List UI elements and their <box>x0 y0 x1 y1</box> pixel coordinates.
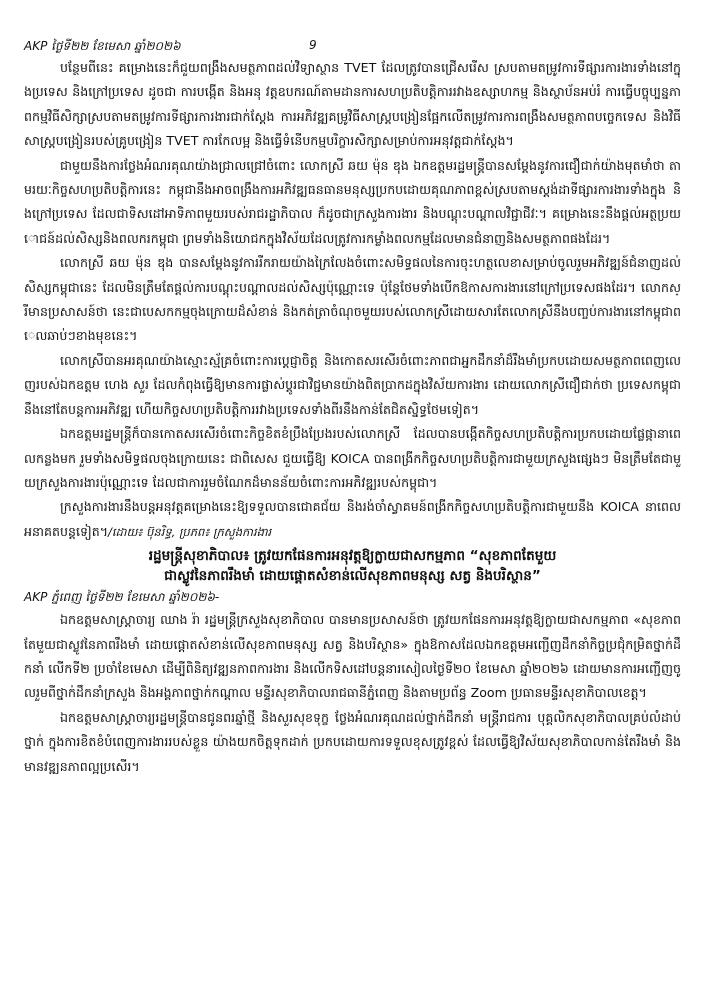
article1-paragraph-4: លោកស្រីបានអរគុណយ៉ាងស្មោះស្ម័គ្រចំពោះការប្ដេជ្ញាចិត្ត និងកោតសរសើរចំពោះភាពជាអ្នកដឹកនាំដ៏រឹងមាំប្រកបដោយសមត្ថភាពពេញលេញរបស់ឯកឧត្តម ហេង សួរ ដែលកំពុងធ្វើឱ្យមានការផ្លាស់ប្ដូរជាវិជ្ជមានយ៉ាងពិតប្រាកដក្នុងវិស័យការងារ ដោយលោកស្រីជឿជាក់ថា ប្រទេសកម្ពុជានឹងនៅតែបន្តការអភិវឌ្ឍ ហើយកិច្ចសហប្រតិបត្តិការរវាងប្រទេសទាំងពីរនឹងកាន់តែជិតស្និទ្ធថែមទៀត។ <box>24 352 681 417</box>
article1-paragraph-3: លោកស្រី ឆយ ម៉ុន ឌុង បានសម្ដែងនូវការរីករាយយ៉ាងក្រៃលែងចំពោះសមិទ្ធផលនៃការចុះហត្ថលេខាសម្រាប់ចូលរួមអភិវឌ្ឍន៍ជំនាញដល់សិស្សកម្ពុជានេះ ដែលមិនត្រឹមតែផ្ដល់ការបណ្ដុះបណ្ដាលដល់សិស្សប៉ុណ្ណោះទេ ប៉ុន្តែថែមទាំងបើកឱកាសការងារនៅក្រៅប្រទេសផងដែរ។ លោកស្រីមានប្រសាសន៍ថា នេះជាបេសកកម្មចុងក្រោយដ៏សំខាន់ និងកត់ត្រាចំណុចមួយរបស់លោកស្រីដោយសារតែលោកស្រីនឹងបញ្ចប់ការងារនៅកម្ពុជាពេលឆាប់ៗខាងមុខនេះ។ <box>24 255 681 344</box>
header-source-date: AKP ថ្ងៃទី២២ ខែមេសា ឆ្នាំ២០២៦ <box>24 39 181 53</box>
article2-headline-line-1: រដ្ឋមន្ត្រីសុខាភិបាល៖ ត្រូវយកផែនការអនុវត្តឱ្យក្លាយជាសកម្មភាព “សុខភាពតែមួយ <box>148 548 557 565</box>
article-health-one-health <box>24 546 681 779</box>
article2-headline <box>24 546 681 586</box>
article1-paragraph-final <box>24 495 681 544</box>
article1-paragraph-5: ឯកឧត្តមរដ្ឋមន្ត្រីក៏បានកោតសរសើរចំពោះកិច្ចខិតខំប្រឹងប្រែងរបស់លោកស្រី ដែលបានបង្កើតកិច្ចសហប្រតិបត្តិការប្រកបដោយផ្លែផ្កានាពេលកន្លងមក រួមទាំងសមិទ្ធផលចុងក្រោយនេះ ជាពិសេស ជួយធ្វើឱ្យ KOICA បានពង្រីកកិច្ចសហប្រតិបត្តិការជាមួយក្រសួងផ្សេងៗ មិនត្រឹមតែជាមួយក្រសួងការងារប៉ុណ្ណោះទេ ដែលជាការរួមចំណែកដ៏មានន័យចំពោះការអភិវឌ្ឍរបស់កម្ពុជា។ <box>24 426 681 490</box>
article2-paragraph-1: ឯកឧត្តមសាស្ត្រាចារ្យ ឈាង រ៉ា រដ្ឋមន្ត្រីក្រសួងសុខាភិបាល បានមានប្រសាសន៍ថា ត្រូវយកផែនការអនុវត្តឱ្យក្លាយជាសកម្មភាព «សុខភាពតែមួយជាស្លូវនៃភាពរឹងមាំ ដោយផ្ដោតសំខាន់លើសុខភាពមនុស្ស សត្វ និងបរិស្ថាន» ក្នុងឱកាសដែលឯកឧត្តមអញ្ជើញដឹកនាំកិច្ចប្រជុំកម្រិតថ្នាក់ដឹកនាំ លើកទី២ ប្រចាំខែមេសា ដើម្បីពិនិត្យវឌ្ឍនភាពការងារ និងលើកទិសដៅបន្តនារសៀលថ្ងៃទី២០ ខែមេសា ឆ្នាំ២០២៦ ដោយមានការអញ្ជើញចូលរួមពីថ្នាក់ដឹកនាំក្រសួង និងអង្គភាពថ្នាក់កណ្ដាល មន្ទីរសុខាភិបាលរាជធានីភ្នំពេញ និងតាមប្រព័ន្ធ Zoom ប្រធានមន្ទីរសុខាភិបាលខេត្ត។ <box>24 612 681 701</box>
article2-paragraph-2: ឯកឧត្តមសាស្ត្រាចារ្យរដ្ឋមន្ត្រីបានជូនពរឆ្នាំថ្មី និងសួរសុខទុក្ខ ថ្លែងអំណរគុណដល់ថ្នាក់ដឹកនាំ មន្ត្រីរាជការ បុគ្គលិកសុខាភិបាលគ្រប់លំដាប់ថ្នាក់ ក្នុងការខិតខំបំពេញការងាររបស់ខ្លួន យ៉ាងយកចិត្តទុកដាក់ ប្រកបដោយការទទួលខុសត្រូវខ្ពស់ ដែលធ្វើឱ្យវិស័យសុខាភិបាលកាន់តែរឹងមាំ និងមានវឌ្ឍនភាពល្អប្រសើរ។ <box>24 709 681 774</box>
article-labour-koica <box>24 56 681 544</box>
page-header <box>24 38 681 56</box>
article2-headline-line-2: ជាស្លូវនៃភាពរឹងមាំ ដោយផ្ដោតសំខាន់លើសុខភាពមនុស្ស សត្វ និងបរិស្ថាន” <box>164 568 541 585</box>
article1-byline: /ដោយ៖ ប៊ុនរិទ្ធ, ប្រភព៖ ក្រសួងការងារ <box>108 524 272 539</box>
page-number: 9 <box>309 38 317 52</box>
article1-paragraph-1: បន្ថែមពីនេះ គម្រោងនេះក៏ជួយពង្រឹងសមត្ថភាពដល់វិទ្យាស្ថាន TVET ដែលត្រូវបានជ្រើសរើស ស្របតាមតម្រូវការទីផ្សារការងារទាំងនៅក្នុងប្រទេស និងក្រៅប្រទេស ដូចជា ការបង្កើត និងអនុ វត្តឧបករណ៍តាមដានការសហប្រតិបត្តិការរវាងឧស្សាហកម្ម និងស្ថាប័នអប់រំ ការធ្វើបច្ចុប្បន្នភាពកម្មវិធីសិក្សាស្របតាមតម្រូវការទីផ្សារការងារជាក់ស្ដែង ការអភិវឌ្ឍគម្រូវិធីសាស្ត្របង្រៀនផ្អែកលើតម្រូវការការពង្រឹងសមត្ថភាពបច្ចេកទេស និងវិធីសាស្ត្របង្រៀនរបស់គ្រូបង្រៀន TVET ការកែលម្អ និងធ្វើទំនើបកម្មបរិក្ខារសិក្សាសម្រាប់ការអនុវត្តជាក់ស្ដែង។ <box>24 60 681 149</box>
article1-final-text: ក្រសួងការងារនឹងបន្តអនុវត្តគម្រោងនេះឱ្យទទួលបានជោគជ័យ និងរង់ចាំស្វាគមន៍ពង្រីកកិច្ចសហប្រតិបត្តិការជាមួយនឹង KOICA នាពេលអនាគតបន្តទៀត។ <box>24 499 681 539</box>
article2-dateline: AKP ភ្នំពេញ ថ្ងៃទី២២ ខែមេសា ឆ្នាំ២០២៦- <box>24 590 220 605</box>
article1-paragraph-2: ជាមួយនឹងការថ្លែងអំណរគុណយ៉ាងជ្រាលជ្រៅចំពោះ លោកស្រី ឆយ ម៉ុន ឌុង ឯកឧត្តមរដ្ឋមន្ត្រីបានសម្ដែងនូវការជឿជាក់យ៉ាងមុតមាំថា តាមរយៈកិច្ចសហប្រតិបត្តិការនេះ កម្ពុជានឹងអាចពង្រឹងការអភិវឌ្ឍធនធានមនុស្សប្រកបដោយគុណភាពខ្ពស់ស្របតាមស្ដង់ដាទីផ្សារការងារទាំងក្នុង និងក្រៅប្រទេស ដែលជាទិសដៅអាទិភាពមួយរបស់រាជរដ្ឋាភិបាល ក៏ដូចជាក្រសួងការងារ និងបណ្ដុះបណ្ដាលវិជ្ជាជីវៈ។ គម្រោងនេះនឹងផ្ដល់អត្ថប្រយោជន៍ដល់សិស្សនិងពលករកម្ពុជា ព្រមទាំងនិយោជកក្នុងវិស័យដែលត្រូវការកម្លាំងពលកម្មដែលមានជំនាញនិងសមត្ថភាពផងដែរ។ <box>24 157 681 246</box>
